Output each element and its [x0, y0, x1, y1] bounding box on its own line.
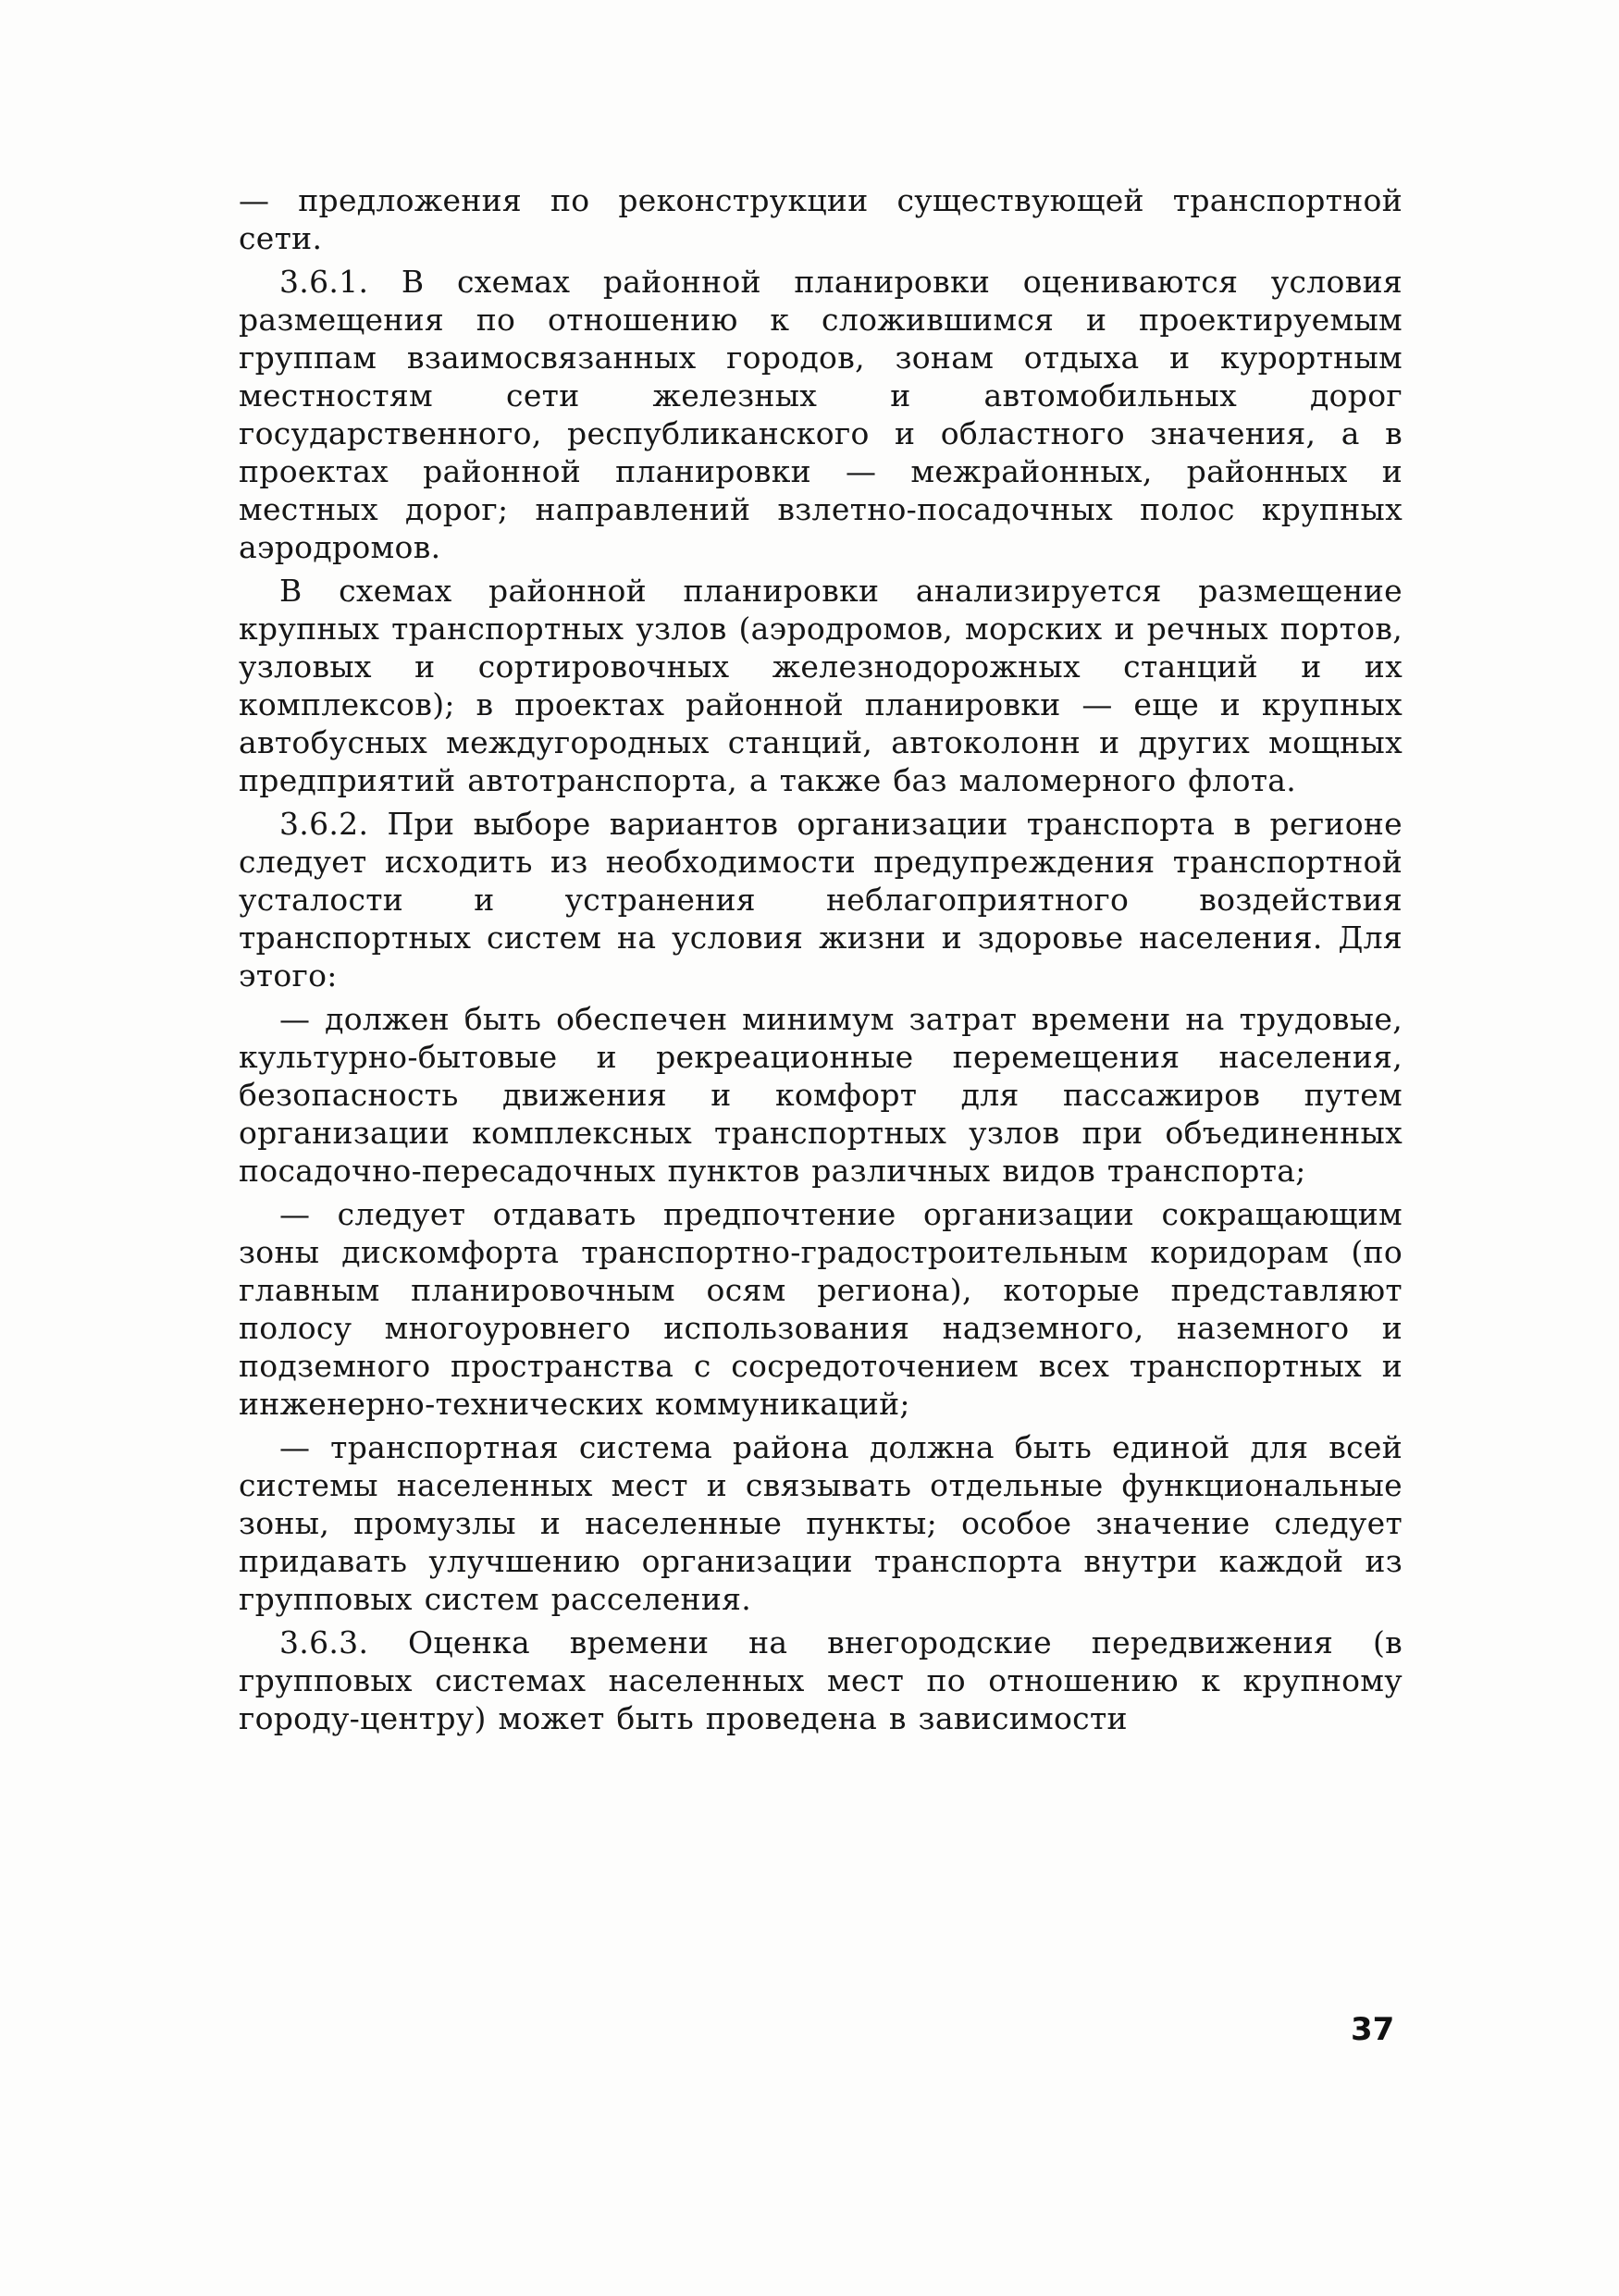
paragraph-3: В схемах районной планировки анализируется размещение крупных транспортных узлов (аэродромов, морских и речных портов, узловых и сортировочных железнодорожных станций и их комплексов); в проектах районной планировки — еще и крупных автобусных междугородных станций, автоколонн и других мощных предприятий автотранспорта, а также баз маломерного флота. — [239, 573, 1403, 798]
paragraph-2: 3.6.1. В схемах районной планировки оцениваются условия размещения по отношению к сложившимся и проектируемым группам взаимосвязанных городов, зонам отдыха и курортным местностям сети железных и автомобильных дорог государственного, республиканского и областного значения, а в проектах районной планировки — межрайонных, районных и местных дорог; направлений взлетно-посадочных полос крупных аэродромов. — [239, 264, 1403, 565]
paragraph-8: 3.6.3. Оценка времени на внегородские передвижения (в групповых системах населенных мест по отношению к крупному городу-центру) может быть проведена в зависимости — [239, 1624, 1403, 1736]
paragraph-7: — транспортная система района должна быть единой для всей системы населенных мест и связывать отдельные функциональные зоны, промузлы и населенные пункты; особое значение следует придавать улучшению организации транспорта внутри каждой из групповых систем расселения. — [239, 1429, 1403, 1617]
page-number: 37 — [1351, 2011, 1395, 2048]
paragraph-6: — следует отдавать предпочтение организации сокращающим зоны дискомфорта транспортно-градостроительным коридорам (по главным планировочным осям региона), которые представляют полосу многоуровнего использования надземного, наземного и подземного пространства с сосредоточением всех транспортных и инженерно-технических коммуникаций; — [239, 1196, 1403, 1422]
paragraph-5: — должен быть обеспечен минимум затрат времени на трудовые, культурно-бытовые и рекреационные перемещения населения, безопасность движения и комфорт для пассажиров путем организации комплексных транспортных узлов при объединенных посадочно-пересадочных пунктов различных видов транспорта; — [239, 1001, 1403, 1189]
paragraph-4: 3.6.2. При выборе вариантов организации транспорта в регионе следует исходить из необходимости предупреждения транспортной усталости и устранения неблагоприятного воздействия транспортных систем на условия жизни и здоровье населения. Для этого: — [239, 806, 1403, 994]
paragraph-1: — предложения по реконструкции существующей транспортной сети. — [239, 182, 1403, 256]
body-text — [239, 181, 1403, 1743]
